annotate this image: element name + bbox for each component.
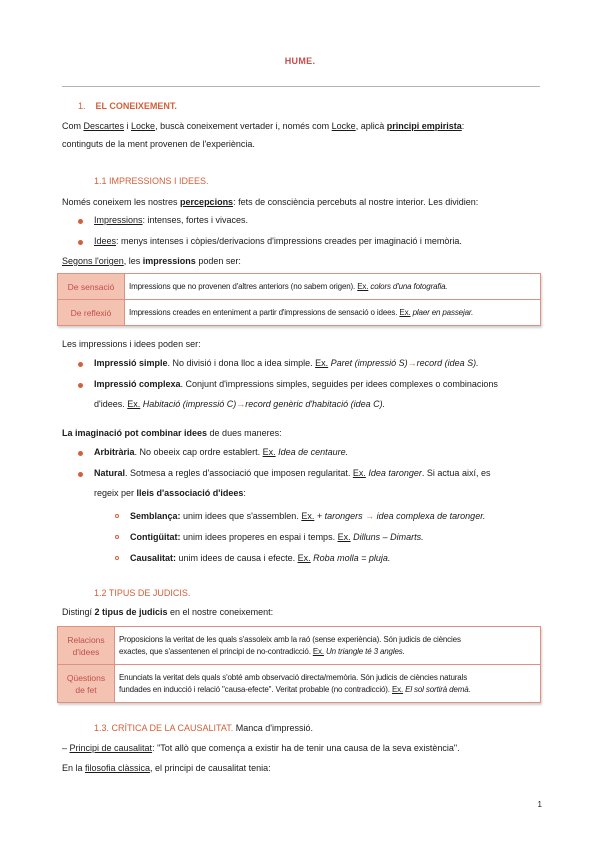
bullet-icon bbox=[78, 240, 83, 245]
impressions-idees-intro: Les impressions i idees poden ser: bbox=[62, 339, 201, 349]
bullet-icon bbox=[78, 383, 83, 388]
example: + tarongers bbox=[314, 511, 366, 521]
text: exactes, que s'assentenen el principi de no-contradicció. bbox=[119, 646, 313, 656]
term: Causalitat: bbox=[130, 553, 177, 563]
text: Distingí bbox=[62, 607, 95, 617]
text: , el principi de causalitat tenia: bbox=[150, 763, 271, 773]
ex-label: Ex. bbox=[357, 282, 369, 291]
example: Habitació (impressió C) bbox=[140, 399, 237, 409]
list-item-impressions bbox=[94, 214, 248, 227]
impressions-term: impressions bbox=[142, 256, 196, 266]
text: . No divisió i dona lloc a idea simple. bbox=[167, 358, 316, 368]
ex-label: Ex. bbox=[337, 532, 351, 542]
term: Natural bbox=[94, 468, 126, 478]
text: Només coneixem les nostres bbox=[62, 197, 181, 207]
ex-label: Ex. bbox=[352, 468, 366, 478]
text: – bbox=[62, 743, 70, 753]
filosofia-classica-term: filosofia clàssica bbox=[85, 763, 151, 773]
term: Impressió complexa bbox=[94, 379, 181, 389]
imaginacio-term: La imaginació pot combinar idees bbox=[62, 428, 208, 438]
sub-bullet-icon bbox=[115, 556, 119, 560]
text: Enunciats la veritat dels quals s'obté amb observació directa/memòria. Són judicis de ciències naturals bbox=[119, 672, 468, 682]
sub-item-contiguitat bbox=[130, 531, 424, 544]
title-divider bbox=[62, 86, 540, 87]
section-1-heading bbox=[78, 101, 177, 111]
ex-label: Ex. bbox=[297, 553, 311, 563]
list-item-natural bbox=[94, 467, 540, 480]
page-number: 1 bbox=[537, 800, 542, 809]
text: . No obeeix cap ordre establert. bbox=[134, 447, 263, 457]
label-line: de fet bbox=[75, 684, 97, 695]
sub-bullet-icon bbox=[115, 535, 119, 539]
text: , aplicà bbox=[355, 121, 387, 131]
section-1-number: 1. bbox=[78, 101, 86, 111]
table-label bbox=[58, 627, 115, 665]
text: d'idees. bbox=[94, 399, 128, 409]
term: Semblança: bbox=[130, 511, 181, 521]
bullet-icon bbox=[78, 451, 83, 456]
list-item-simple bbox=[94, 357, 479, 370]
text: unim idees properes en espai i temps. bbox=[180, 532, 338, 542]
impressions-origin-table bbox=[57, 273, 541, 326]
text: : "Tot allò que comença a existir ha de tenir una causa de la seva existència". bbox=[152, 743, 460, 753]
example: colors d'una fotografia. bbox=[368, 282, 448, 291]
list-item-idees bbox=[94, 235, 462, 248]
table-cell bbox=[125, 274, 541, 300]
page-title: HUME. bbox=[284, 56, 316, 66]
table-label: De sensació bbox=[58, 274, 125, 300]
list-item-complexa-line2 bbox=[94, 398, 385, 411]
text: regeix per bbox=[94, 488, 137, 498]
text: , buscà coneixement vertader i, només com bbox=[155, 121, 332, 131]
locke-ref: Locke bbox=[131, 121, 156, 131]
section-1-2-heading: 1.2 TIPUS DE JUDICIS. bbox=[94, 588, 191, 598]
ex-label: Ex. bbox=[399, 308, 411, 317]
text: Com bbox=[62, 121, 84, 131]
percepcions-intro bbox=[62, 196, 478, 209]
principi-causalitat-line bbox=[62, 742, 460, 755]
text: : bbox=[461, 121, 465, 131]
bullet-icon bbox=[78, 219, 83, 224]
table-cell bbox=[125, 300, 541, 326]
sub-item-causalitat bbox=[130, 552, 390, 565]
section-1-3-heading: 1.3. CRÍTICA DE LA CAUSALITAT. bbox=[94, 723, 234, 733]
text: En la bbox=[62, 763, 86, 773]
sub-bullet-icon bbox=[115, 514, 119, 518]
table-row bbox=[58, 665, 541, 703]
segons-origen-term: Segons l'origen bbox=[62, 256, 124, 266]
locke-ref: Locke bbox=[331, 121, 356, 131]
text: Impressions creades en enteniment a partir d'impressions de sensació o idees. bbox=[129, 308, 400, 317]
text: unim idees de causa i efecte. bbox=[176, 553, 298, 563]
term: Arbitrària bbox=[94, 447, 135, 457]
text: : bbox=[243, 488, 246, 498]
text: de dues maneres: bbox=[207, 428, 282, 438]
example: Roba molla = pluja. bbox=[310, 553, 391, 563]
label-line: Qüestions bbox=[66, 672, 106, 683]
list-item-natural-line2 bbox=[94, 487, 246, 500]
section-1-3-heading-line bbox=[94, 722, 313, 735]
text: : menys intenses i còpies/derivacions d'impressions creades per imaginació i memòria. bbox=[116, 236, 462, 246]
text: en el nostre coneixement: bbox=[167, 607, 274, 617]
section-1-line2: continguts de la ment provenen de l'experiència. bbox=[62, 139, 255, 149]
table-row bbox=[58, 300, 541, 326]
table-cell bbox=[115, 665, 541, 703]
text: Impressions que no provenen d'altres anteriors (no sabem origen). bbox=[129, 282, 358, 291]
label-line: d'idees bbox=[72, 646, 100, 657]
example: Dilluns – Dimarts. bbox=[350, 532, 424, 542]
text: i bbox=[124, 121, 132, 131]
term: Contigüitat: bbox=[130, 532, 181, 542]
sub-item-semblanca bbox=[130, 510, 485, 523]
example: El sol sortirà demà. bbox=[403, 684, 471, 694]
list-item-complexa bbox=[94, 378, 540, 391]
example: Paret (impressió S) bbox=[328, 358, 408, 368]
bullet-icon bbox=[78, 362, 83, 367]
imaginacio-intro bbox=[62, 427, 282, 440]
ex-label: Ex. bbox=[262, 447, 276, 457]
principi-empirista: principi empirista bbox=[386, 121, 462, 131]
example: plaer en passejar. bbox=[410, 308, 474, 317]
section-1-title: EL CONEIXEMENT. bbox=[95, 101, 177, 111]
text: . Sotmesa a regles d'associació que imposen regularitat. bbox=[125, 468, 353, 478]
text: unim idees que s'assemblen. bbox=[180, 511, 302, 521]
judicis-intro bbox=[62, 606, 273, 619]
section-1-paragraph bbox=[62, 120, 540, 133]
term: Idees bbox=[94, 236, 117, 246]
ex-label: Ex. bbox=[127, 399, 141, 409]
segons-origen-line bbox=[62, 255, 241, 268]
filosofia-classica-line bbox=[62, 762, 271, 775]
text: . Si actua així, es bbox=[421, 468, 491, 478]
text: Manca d'impressió. bbox=[233, 723, 313, 733]
table-label bbox=[58, 665, 115, 703]
text: , les bbox=[123, 256, 143, 266]
text: poden ser: bbox=[195, 256, 241, 266]
example: Idea taronger bbox=[365, 468, 422, 478]
table-row bbox=[58, 627, 541, 665]
principi-causalitat-term: Principi de causalitat bbox=[69, 743, 153, 753]
term: Impressió simple bbox=[94, 358, 168, 368]
list-item-arbitraria bbox=[94, 446, 348, 459]
section-1-1-heading: 1.1 IMPRESSIONS I IDEES. bbox=[94, 176, 209, 186]
text: . Conjunt d'impressions simples, seguides per idees complexes o combinacions bbox=[180, 379, 498, 389]
text: : fets de consciència percebuts al nostre interior. Les dividien: bbox=[233, 197, 479, 207]
example: Un triangle té 3 angles. bbox=[323, 646, 405, 656]
example: record (idea S). bbox=[416, 358, 479, 368]
term: Impressions bbox=[94, 215, 143, 225]
arrow-icon: → bbox=[236, 399, 246, 409]
table-row bbox=[58, 274, 541, 300]
example: Idea de centaure. bbox=[275, 447, 349, 457]
judicis-table bbox=[57, 626, 541, 703]
example: idea complexa de taronger. bbox=[374, 511, 486, 521]
ex-label: Ex. bbox=[391, 684, 404, 694]
table-cell bbox=[115, 627, 541, 665]
ex-label: Ex. bbox=[301, 511, 315, 521]
table-label: De reflexió bbox=[58, 300, 125, 326]
lleis-associacio-term: lleis d'associació d'idees bbox=[136, 488, 244, 498]
label-line: Relacions bbox=[67, 634, 105, 645]
ex-label: Ex. bbox=[315, 358, 329, 368]
bullet-icon bbox=[78, 472, 83, 477]
descartes-ref: Descartes bbox=[83, 121, 125, 131]
text: fundades en inducció i relació "causa-efecte". Veritat probable (no contradicció). bbox=[119, 684, 392, 694]
ex-label: Ex. bbox=[312, 646, 324, 656]
arrow-icon: → bbox=[407, 358, 417, 368]
arrow-icon: → bbox=[365, 511, 375, 521]
text: : intenses, fortes i vivaces. bbox=[142, 215, 249, 225]
judicis-term: 2 tipus de judicis bbox=[94, 607, 168, 617]
percepcions-term: percepcions bbox=[180, 197, 234, 207]
text: Proposicions la veritat de les quals s'assoleix amb la raó (sense experiència). Són judicis de ciències bbox=[119, 634, 461, 644]
example: record genèric d'habitació (idea C). bbox=[245, 399, 386, 409]
